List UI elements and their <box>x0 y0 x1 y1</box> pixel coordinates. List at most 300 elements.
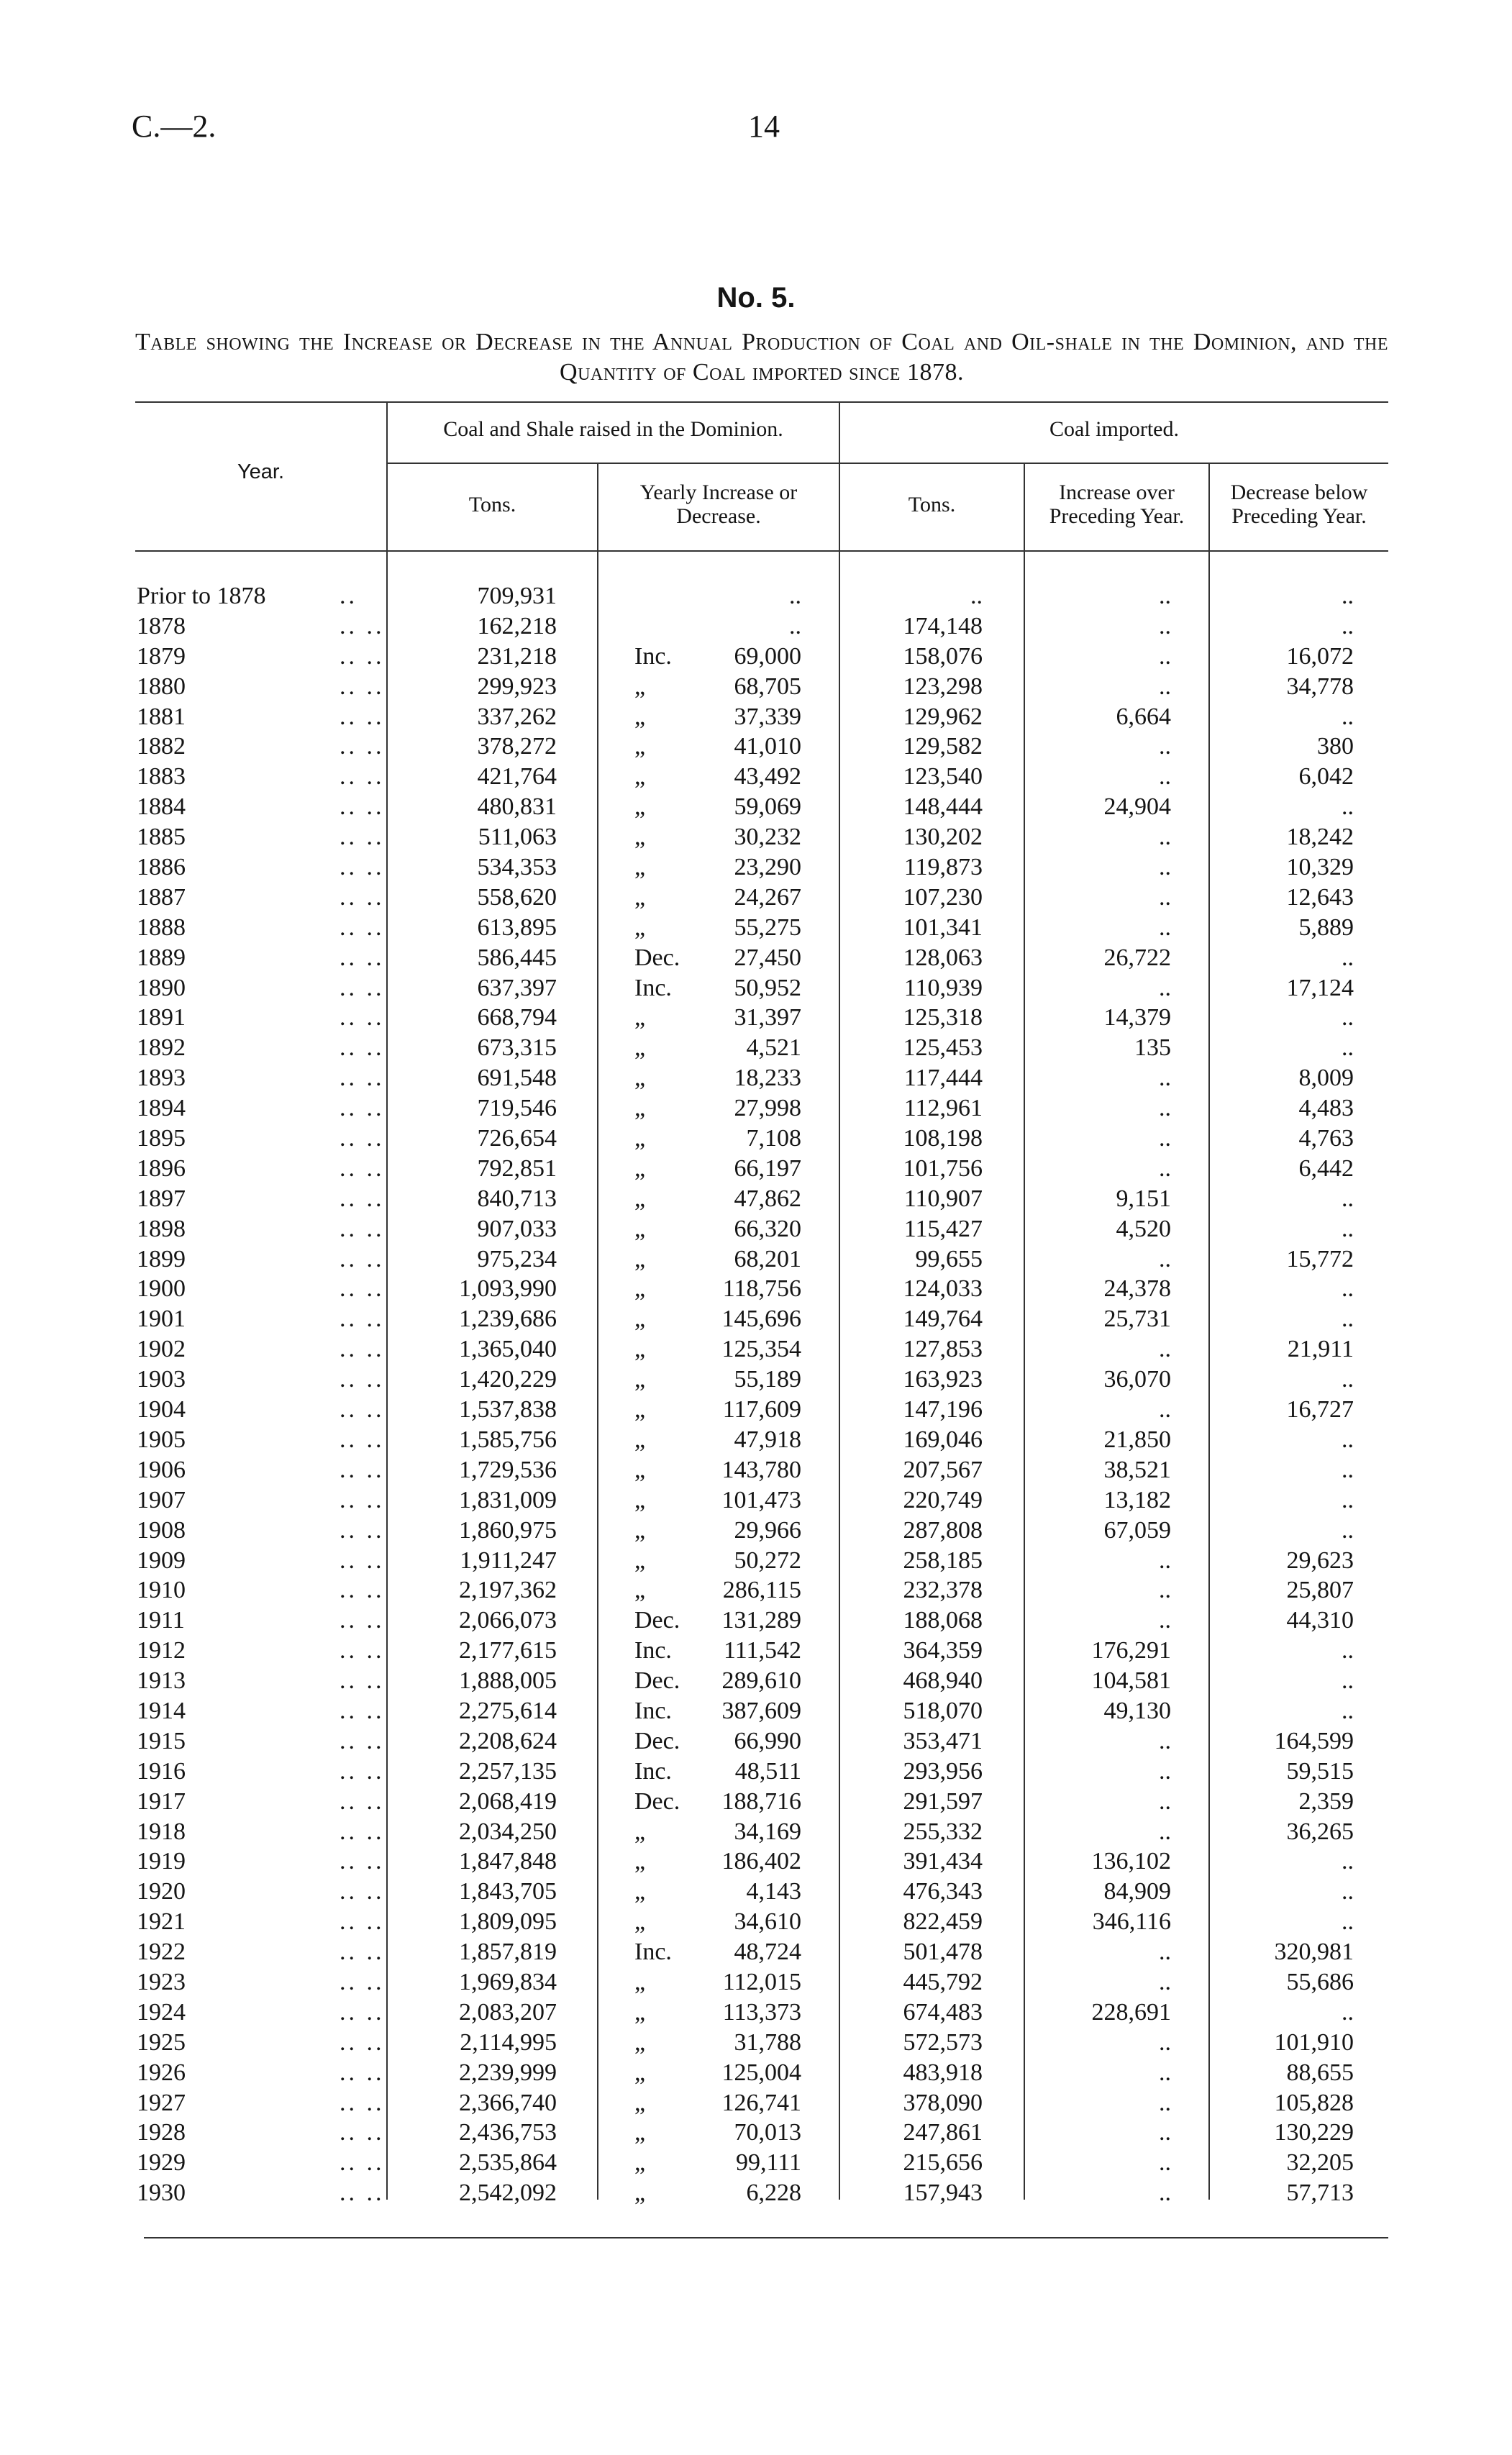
cell-year: 1896 <box>137 1154 186 1182</box>
cell-change-type: Dec. <box>634 1667 680 1695</box>
cell-year: 1916 <box>137 1757 186 1785</box>
cell-yearly-change: 143,780 <box>721 1456 801 1483</box>
cell-decrease-below: 25,807 <box>1286 1577 1354 1604</box>
cell-yearly-change: 27,998 <box>734 1095 801 1122</box>
cell-raised-tons: 2,436,753 <box>459 2119 557 2146</box>
cell-increase-over: 4,520 <box>1116 1215 1171 1242</box>
table-row <box>0 2028 1512 2058</box>
cell-imported-tons: 115,427 <box>903 1215 983 1242</box>
cell-year: 1904 <box>137 1396 186 1424</box>
cell-year: 1889 <box>137 944 186 971</box>
cell-increase-over: 9,151 <box>1116 1185 1171 1212</box>
cell-change-type: Inc. <box>634 1697 672 1724</box>
cell-increase-over: 228,691 <box>1091 1998 1171 2026</box>
cell-yearly-change: 289,610 <box>721 1667 801 1695</box>
cell-decrease-below: 4,483 <box>1298 1095 1354 1122</box>
table-row <box>0 1998 1512 2028</box>
cell-raised-tons: 1,809,095 <box>459 1908 557 1936</box>
table-row <box>0 1787 1512 1817</box>
cell-decrease-below: .. <box>1342 1215 1354 1242</box>
cell-leader-dots: .. .. <box>340 1004 385 1031</box>
cell-decrease-below: .. <box>1342 1456 1354 1483</box>
cell-increase-over: 25,731 <box>1103 1306 1171 1333</box>
cell-change-type: „ <box>634 914 646 941</box>
cell-imported-tons: 130,202 <box>903 824 983 851</box>
cell-leader-dots: .. .. <box>340 1215 385 1242</box>
cell-raised-tons: 691,548 <box>477 1065 557 1092</box>
cell-yearly-change: 23,290 <box>734 854 801 881</box>
cell-yearly-change: 70,013 <box>734 2119 801 2146</box>
cell-year: 1923 <box>137 1968 186 1995</box>
cell-year: 1929 <box>137 2149 186 2177</box>
cell-change-type: „ <box>634 2089 646 2116</box>
table-row <box>0 1546 1512 1576</box>
table-row <box>0 1575 1512 1605</box>
cell-yearly-change: 125,004 <box>721 2059 801 2086</box>
cell-imported-tons: 110,939 <box>903 974 983 1001</box>
cell-year: 1919 <box>137 1848 186 1875</box>
table-bottom-rule <box>144 2237 1388 2238</box>
cell-increase-over: 14,379 <box>1103 1004 1171 1031</box>
cell-raised-tons: 792,851 <box>477 1154 557 1182</box>
cell-raised-tons: 1,831,009 <box>459 1486 557 1513</box>
cell-increase-over: .. <box>1159 673 1171 700</box>
cell-raised-tons: 2,535,864 <box>459 2149 557 2177</box>
cell-change-type: „ <box>634 1426 646 1453</box>
cell-decrease-below: .. <box>1342 1004 1354 1031</box>
cell-imported-tons: 169,046 <box>903 1426 983 1453</box>
cell-leader-dots: .. .. <box>340 1366 385 1393</box>
header-year: Year. <box>237 460 285 483</box>
cell-change-type: „ <box>634 1998 646 2026</box>
cell-yearly-change: 66,990 <box>734 1727 801 1754</box>
cell-yearly-change: .. <box>789 583 801 609</box>
cell-increase-over: .. <box>1159 1336 1171 1363</box>
cell-increase-over: .. <box>1159 1727 1171 1754</box>
cell-leader-dots: .. <box>340 583 357 609</box>
cell-decrease-below: .. <box>1342 1366 1354 1393</box>
cell-raised-tons: 719,546 <box>477 1095 557 1122</box>
cell-yearly-change: .. <box>789 612 801 639</box>
cell-raised-tons: 231,218 <box>477 642 557 670</box>
cell-change-type: Dec. <box>634 1787 680 1815</box>
cell-leader-dots: .. .. <box>340 1547 385 1574</box>
cell-decrease-below: 57,713 <box>1286 2180 1354 2207</box>
cell-yearly-change: 188,716 <box>721 1787 801 1815</box>
table-row <box>0 642 1512 672</box>
cell-decrease-below: .. <box>1342 1306 1354 1333</box>
cell-increase-over: 346,116 <box>1092 1908 1171 1936</box>
table-row <box>0 852 1512 883</box>
cell-change-type: Inc. <box>634 1939 672 1966</box>
table-row <box>0 1063 1512 1093</box>
cell-yearly-change: 111,542 <box>724 1637 801 1664</box>
cell-increase-over: .. <box>1159 1125 1171 1152</box>
cell-decrease-below: .. <box>1342 1185 1354 1212</box>
cell-leader-dots: .. .. <box>340 1125 385 1152</box>
cell-imported-tons: 291,597 <box>903 1787 983 1815</box>
header-group-rule <box>387 463 1388 464</box>
table-row <box>0 1093 1512 1124</box>
cell-change-type: „ <box>634 1154 646 1182</box>
cell-leader-dots: .. .. <box>340 1667 385 1695</box>
cell-raised-tons: 840,713 <box>477 1185 557 1212</box>
table-row <box>0 1696 1512 1726</box>
cell-imported-tons: 119,873 <box>903 854 983 881</box>
cell-year: 1915 <box>137 1727 186 1754</box>
cell-increase-over: .. <box>1159 974 1171 1001</box>
cell-change-type: „ <box>634 1065 646 1092</box>
cell-leader-dots: .. .. <box>340 914 385 941</box>
cell-year: 1918 <box>137 1818 186 1845</box>
cell-year: 1909 <box>137 1547 186 1574</box>
cell-leader-dots: .. .. <box>340 1456 385 1483</box>
cell-imported-tons: 123,540 <box>903 763 983 791</box>
cell-yearly-change: 41,010 <box>734 733 801 760</box>
cell-year: 1917 <box>137 1787 186 1815</box>
cell-change-type: „ <box>634 2059 646 2086</box>
table-row <box>0 1937 1512 1967</box>
cell-raised-tons: 1,420,229 <box>459 1366 557 1393</box>
cell-decrease-below: .. <box>1342 793 1354 821</box>
cell-imported-tons: 124,033 <box>903 1275 983 1303</box>
cell-raised-tons: 378,272 <box>477 733 557 760</box>
cell-leader-dots: .. .. <box>340 2028 385 2056</box>
cell-imported-tons: 107,230 <box>903 883 983 911</box>
cell-raised-tons: 907,033 <box>477 1215 557 1242</box>
cell-leader-dots: .. .. <box>340 1095 385 1122</box>
cell-yearly-change: 69,000 <box>734 642 801 670</box>
cell-leader-dots: .. .. <box>340 2119 385 2146</box>
table-row <box>0 1304 1512 1334</box>
cell-increase-over: .. <box>1159 883 1171 911</box>
cell-change-type: „ <box>634 1878 646 1905</box>
cell-yearly-change: 55,189 <box>734 1366 801 1393</box>
header-increase-line1: Increase over <box>1059 480 1175 504</box>
cell-decrease-below: 55,686 <box>1286 1968 1354 1995</box>
cell-yearly-change: 24,267 <box>734 883 801 911</box>
cell-decrease-below: 12,643 <box>1286 883 1354 911</box>
cell-year: 1928 <box>137 2119 186 2146</box>
cell-decrease-below: .. <box>1342 1998 1354 2026</box>
cell-year: 1886 <box>137 854 186 881</box>
table-row <box>0 611 1512 642</box>
cell-decrease-below: 10,329 <box>1286 854 1354 881</box>
cell-year: 1905 <box>137 1426 186 1453</box>
table-row <box>0 2088 1512 2118</box>
cell-change-type: Dec. <box>634 1727 680 1754</box>
cell-yearly-change: 68,705 <box>734 673 801 700</box>
cell-imported-tons: 572,573 <box>903 2028 983 2056</box>
cell-decrease-below: 320,981 <box>1274 1939 1354 1966</box>
cell-imported-tons: 501,478 <box>903 1939 983 1966</box>
cell-imported-tons: 127,853 <box>903 1336 983 1363</box>
cell-yearly-change: 66,320 <box>734 1215 801 1242</box>
cell-change-type: „ <box>634 763 646 791</box>
cell-imported-tons: 378,090 <box>903 2089 983 2116</box>
cell-change-type: „ <box>634 1125 646 1152</box>
cell-increase-over: .. <box>1159 1095 1171 1122</box>
cell-leader-dots: .. .. <box>340 642 385 670</box>
cell-imported-tons: 188,068 <box>903 1607 983 1634</box>
header-decrease-line1: Decrease below <box>1230 480 1368 504</box>
cell-decrease-below: 380 <box>1317 733 1354 760</box>
cell-year: 1914 <box>137 1697 186 1724</box>
cell-leader-dots: .. .. <box>340 1757 385 1785</box>
table-row <box>0 1817 1512 1847</box>
cell-yearly-change: 34,169 <box>734 1818 801 1845</box>
table-row <box>0 1244 1512 1275</box>
cell-leader-dots: .. .. <box>340 1787 385 1815</box>
cell-change-type: „ <box>634 2180 646 2207</box>
cell-change-type: Inc. <box>634 642 672 670</box>
cell-leader-dots: .. .. <box>340 1968 385 1995</box>
cell-raised-tons: 421,764 <box>477 763 557 791</box>
cell-decrease-below: 18,242 <box>1286 824 1354 851</box>
cell-raised-tons: 726,654 <box>477 1125 557 1152</box>
cell-yearly-change: 118,756 <box>722 1275 801 1303</box>
cell-leader-dots: .. .. <box>340 1607 385 1634</box>
table-row <box>0 672 1512 702</box>
cell-yearly-change: 286,115 <box>722 1577 801 1604</box>
cell-imported-tons: 518,070 <box>903 1697 983 1724</box>
cell-leader-dots: .. .. <box>340 1908 385 1936</box>
cell-change-type: „ <box>634 1245 646 1272</box>
cell-year: 1890 <box>137 974 186 1001</box>
cell-increase-over: 135 <box>1134 1034 1171 1062</box>
cell-imported-tons: 129,582 <box>903 733 983 760</box>
cell-year: 1879 <box>137 642 186 670</box>
cell-leader-dots: .. .. <box>340 1998 385 2026</box>
cell-yearly-change: 113,373 <box>722 1998 801 2026</box>
cell-decrease-below: 32,205 <box>1286 2149 1354 2177</box>
cell-change-type: Dec. <box>634 944 680 971</box>
cell-change-type: „ <box>634 1848 646 1875</box>
cell-leader-dots: .. .. <box>340 1154 385 1182</box>
cell-decrease-below: 105,828 <box>1274 2089 1354 2116</box>
cell-raised-tons: 1,365,040 <box>459 1336 557 1363</box>
cell-decrease-below: .. <box>1342 1516 1354 1544</box>
cell-change-type: Inc. <box>634 974 672 1001</box>
cell-leader-dots: .. .. <box>340 612 385 639</box>
cell-raised-tons: 1,729,536 <box>459 1456 557 1483</box>
cell-increase-over: .. <box>1159 583 1171 609</box>
cell-decrease-below: .. <box>1342 1275 1354 1303</box>
cell-imported-tons: 174,148 <box>903 612 983 639</box>
cell-increase-over: 49,130 <box>1103 1697 1171 1724</box>
cell-increase-over: 13,182 <box>1103 1486 1171 1513</box>
cell-decrease-below: .. <box>1342 1848 1354 1875</box>
cell-imported-tons: 247,861 <box>903 2119 983 2146</box>
cell-leader-dots: .. .. <box>340 1848 385 1875</box>
cell-raised-tons: 2,066,073 <box>459 1607 557 1634</box>
cell-change-type: „ <box>634 1456 646 1483</box>
cell-imported-tons: 147,196 <box>903 1396 983 1424</box>
table-row <box>0 1425 1512 1455</box>
table-row <box>0 913 1512 943</box>
cell-increase-over: .. <box>1159 642 1171 670</box>
cell-imported-tons: 117,444 <box>903 1065 983 1092</box>
cell-year: 1887 <box>137 883 186 911</box>
cell-imported-tons: 101,341 <box>903 914 983 941</box>
cell-change-type: „ <box>634 1908 646 1936</box>
cell-change-type: Dec. <box>634 1607 680 1634</box>
cell-decrease-below: 36,265 <box>1286 1818 1354 1845</box>
cell-leader-dots: .. .. <box>340 1818 385 1845</box>
cell-decrease-below: .. <box>1342 1878 1354 1905</box>
cell-raised-tons: 337,262 <box>477 703 557 730</box>
table-row <box>0 1605 1512 1636</box>
cell-year: 1882 <box>137 733 186 760</box>
cell-yearly-change: 47,862 <box>734 1185 801 1212</box>
table-row <box>0 1033 1512 1063</box>
cell-decrease-below: 34,778 <box>1286 673 1354 700</box>
table-row <box>0 973 1512 1003</box>
cell-increase-over: .. <box>1159 1757 1171 1785</box>
cell-year: 1925 <box>137 2028 186 2056</box>
cell-yearly-change: 37,339 <box>734 703 801 730</box>
cell-change-type: „ <box>634 1185 646 1212</box>
cell-imported-tons: 149,764 <box>903 1306 983 1333</box>
cell-change-type: „ <box>634 824 646 851</box>
cell-imported-tons: 125,453 <box>903 1034 983 1062</box>
header-yearly-change-line1: Yearly Increase or <box>639 480 798 504</box>
cell-imported-tons: 129,962 <box>903 703 983 730</box>
cell-raised-tons: 558,620 <box>477 883 557 911</box>
cell-change-type: „ <box>634 1547 646 1574</box>
cell-increase-over: 84,909 <box>1103 1878 1171 1905</box>
table-row <box>0 1395 1512 1425</box>
cell-change-type: „ <box>634 854 646 881</box>
cell-decrease-below: .. <box>1342 1034 1354 1062</box>
document-reference: C.—2. <box>132 109 217 144</box>
cell-decrease-below: .. <box>1342 703 1354 730</box>
cell-leader-dots: .. .. <box>340 1306 385 1333</box>
cell-leader-dots: .. .. <box>340 883 385 911</box>
cell-raised-tons: 1,911,247 <box>460 1547 557 1574</box>
cell-raised-tons: 2,083,207 <box>459 1998 557 2026</box>
cell-year: 1892 <box>137 1034 186 1062</box>
cell-year: 1880 <box>137 673 186 700</box>
cell-change-type: „ <box>634 2149 646 2177</box>
cell-year: 1884 <box>137 793 186 821</box>
header-coal-shale-raised: Coal and Shale raised in the Dominion. <box>443 417 783 441</box>
cell-year: 1901 <box>137 1306 186 1333</box>
cell-raised-tons: 2,366,740 <box>459 2089 557 2116</box>
cell-increase-over: .. <box>1159 763 1171 791</box>
cell-imported-tons: 158,076 <box>903 642 983 670</box>
cell-year: 1912 <box>137 1637 186 1664</box>
cell-leader-dots: .. .. <box>340 1727 385 1754</box>
table-row <box>0 1516 1512 1546</box>
cell-yearly-change: 48,511 <box>734 1757 801 1785</box>
table-number: No. 5. <box>716 282 796 314</box>
cell-yearly-change: 186,402 <box>721 1848 801 1875</box>
cell-leader-dots: .. .. <box>340 1065 385 1092</box>
cell-change-type: „ <box>634 1275 646 1303</box>
cell-raised-tons: 975,234 <box>477 1245 557 1272</box>
cell-imported-tons: 364,359 <box>903 1637 983 1664</box>
cell-increase-over: 26,722 <box>1103 944 1171 971</box>
cell-raised-tons: 1,093,990 <box>459 1275 557 1303</box>
header-bottom-rule <box>135 550 1388 552</box>
cell-year: 1899 <box>137 1245 186 1272</box>
cell-increase-over: .. <box>1159 1939 1171 1966</box>
cell-leader-dots: .. .. <box>340 1336 385 1363</box>
table-row <box>0 822 1512 852</box>
cell-yearly-change: 48,724 <box>734 1939 801 1966</box>
cell-leader-dots: .. .. <box>340 673 385 700</box>
cell-imported-tons: 128,063 <box>903 944 983 971</box>
cell-yearly-change: 55,275 <box>734 914 801 941</box>
cell-yearly-change: 387,609 <box>721 1697 801 1724</box>
cell-raised-tons: 1,843,705 <box>459 1878 557 1905</box>
cell-leader-dots: .. .. <box>340 763 385 791</box>
cell-change-type: „ <box>634 733 646 760</box>
cell-increase-over: .. <box>1159 2028 1171 2056</box>
cell-increase-over: .. <box>1159 1968 1171 1995</box>
cell-leader-dots: .. .. <box>340 1697 385 1724</box>
table-row <box>0 1967 1512 1998</box>
cell-decrease-below: .. <box>1342 583 1354 609</box>
table-title: Table showing the Increase or Decrease in the Annual Production of Coal and Oil-shale in the Dominion, and the Quantity of Coal imported since 1878. <box>135 329 1388 386</box>
cell-imported-tons: 125,318 <box>903 1004 983 1031</box>
cell-raised-tons: 299,923 <box>477 673 557 700</box>
cell-leader-dots: .. .. <box>340 1939 385 1966</box>
cell-yearly-change: 4,143 <box>746 1878 801 1905</box>
cell-raised-tons: 1,847,848 <box>459 1848 557 1875</box>
cell-raised-tons: 2,034,250 <box>459 1818 557 1845</box>
cell-yearly-change: 43,492 <box>734 763 801 791</box>
cell-increase-over: .. <box>1159 914 1171 941</box>
table-row <box>0 1214 1512 1244</box>
cell-leader-dots: .. .. <box>340 854 385 881</box>
cell-year: 1930 <box>137 2180 186 2207</box>
cell-decrease-below: .. <box>1342 944 1354 971</box>
cell-year: 1921 <box>137 1908 186 1936</box>
cell-decrease-below: 130,229 <box>1274 2119 1354 2146</box>
cell-year: 1894 <box>137 1095 186 1122</box>
cell-change-type: Inc. <box>634 1637 672 1664</box>
cell-decrease-below: .. <box>1342 1667 1354 1695</box>
cell-year: Prior to 1878 <box>137 583 266 609</box>
cell-increase-over: .. <box>1159 1787 1171 1815</box>
cell-decrease-below: 4,763 <box>1298 1125 1354 1152</box>
cell-imported-tons: 232,378 <box>903 1577 983 1604</box>
cell-year: 1883 <box>137 763 186 791</box>
table-row <box>0 1636 1512 1666</box>
cell-decrease-below: 5,889 <box>1298 914 1354 941</box>
cell-increase-over: 104,581 <box>1091 1667 1171 1695</box>
cell-increase-over: 21,850 <box>1103 1426 1171 1453</box>
cell-decrease-below: 101,910 <box>1274 2028 1354 2056</box>
header-decrease-line2: Preceding Year. <box>1231 504 1367 528</box>
cell-imported-tons: 163,923 <box>903 1366 983 1393</box>
table-row <box>0 1154 1512 1184</box>
cell-yearly-change: 131,289 <box>721 1607 801 1634</box>
cell-increase-over: 36,070 <box>1103 1366 1171 1393</box>
cell-decrease-below: 59,515 <box>1286 1757 1354 1785</box>
cell-raised-tons: 1,239,686 <box>459 1306 557 1333</box>
cell-decrease-below: 15,772 <box>1286 1245 1354 1272</box>
cell-raised-tons: 511,063 <box>478 824 557 851</box>
cell-yearly-change: 50,952 <box>734 974 801 1001</box>
header-decrease-below <box>1210 480 1388 528</box>
cell-imported-tons: 123,298 <box>903 673 983 700</box>
cell-raised-tons: 1,585,756 <box>459 1426 557 1453</box>
table-row <box>0 762 1512 792</box>
cell-raised-tons: 1,857,819 <box>459 1939 557 1966</box>
